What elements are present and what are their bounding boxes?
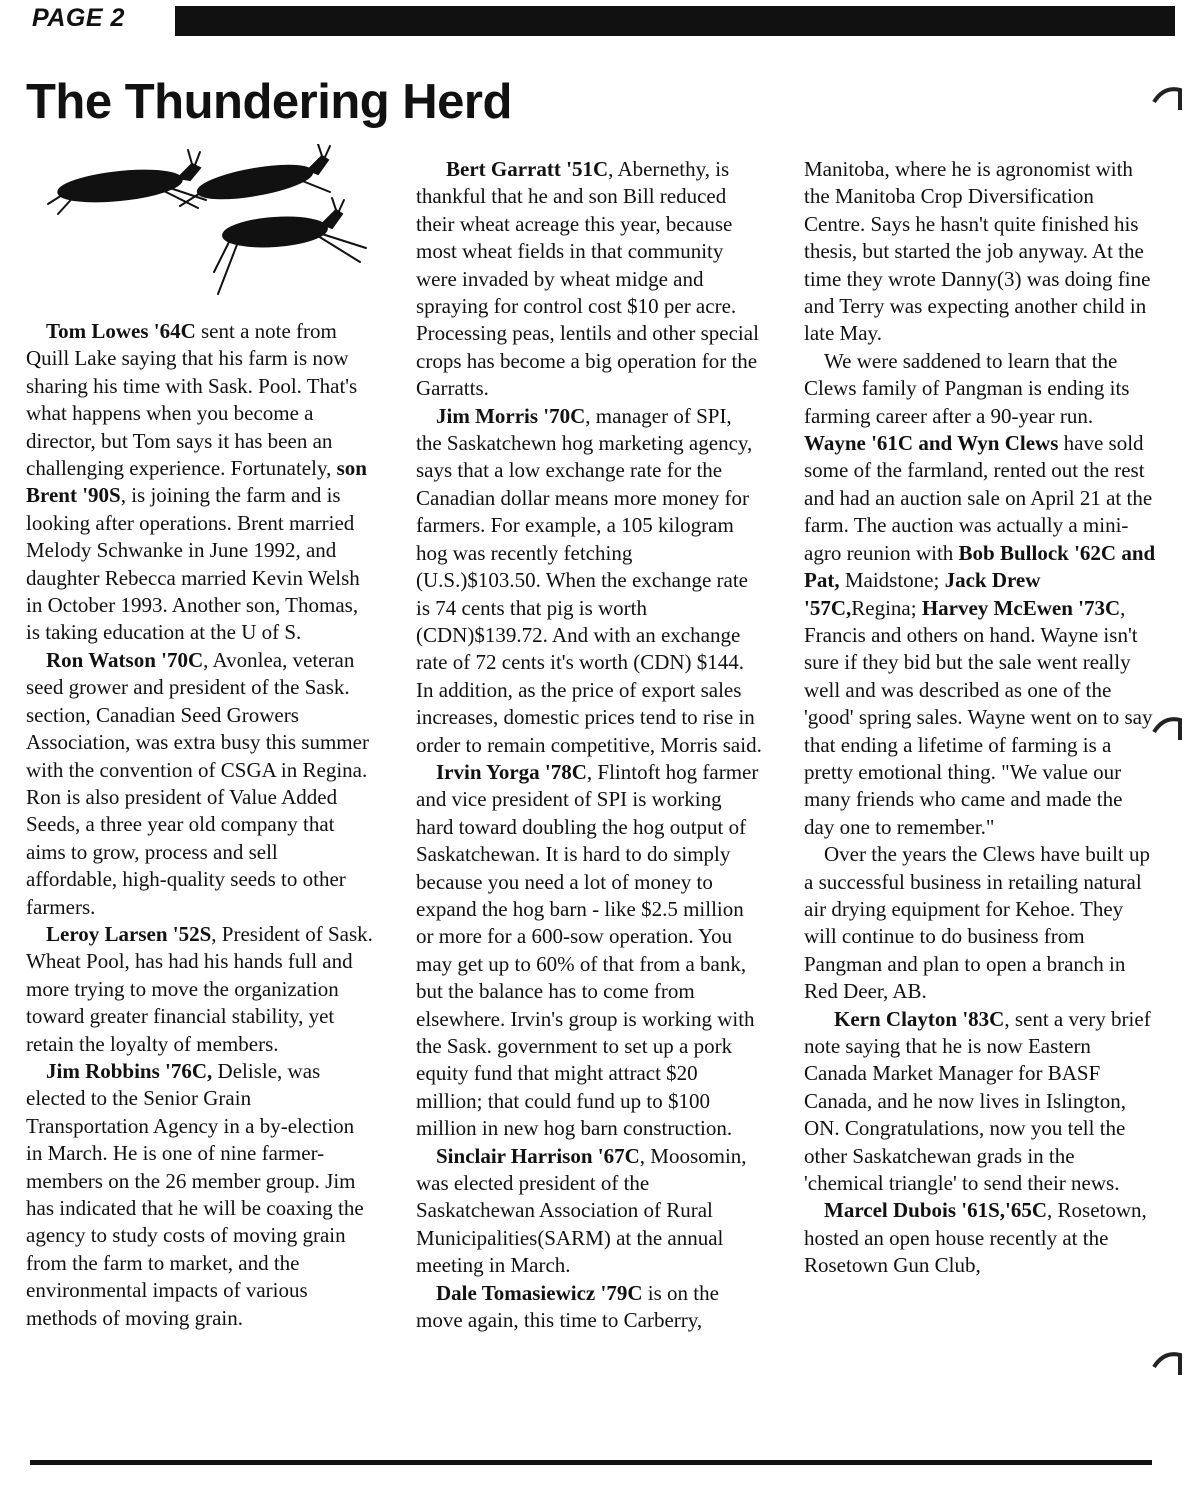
paragraph-jim-robbins: Jim Robbins '76C, Delisle, was elected to the Senior Grain Transportation Agency in a by-election in March. He is one of nine farmer-members on the 26 member group. Jim has indicated that he will be coaxing the agency to study costs of moving grain from the farm to market, and the environmental impacts of various methods of moving grain. [26, 1058, 364, 1330]
bottom-rule [30, 1460, 1152, 1465]
punch-hole-mark-top [1150, 80, 1190, 120]
paragraph-continued: Manitoba, where he is agronomist with the Manitoba Crop Diversification Centre. Says he hasn't quite finished his thesis, but started the job anyway. At the time they wrote Danny(3) was doing fine and Terry was expecting another child in late May. [804, 157, 1151, 346]
paragraph-ron-watson: Ron Watson '70C, Avonlea, veteran seed grower and president of the Sask. section, Canadian Seed Growers Association, was extra busy this summer with the convention of CSGA in Regina. Ron is also president of Value Added Seeds, a three year old company that aims to grow, process and sell affordable, high-quality seeds to other farmers. [26, 647, 369, 919]
paragraph-bert-garratt: Bert Garratt '51C, Abernethy, is thankful that he and son Bill reduced their wheat acreage this year, because most wheat fields in that community were invaded by wheat midge and spraying for control cost $10 per acre. Processing peas, lentils and other special crops has become a big operation for the Garratts. [416, 157, 759, 401]
paragraph-clews-family: We were saddened to learn that the Clews family of Pangman is ending its farming career after a 90-year run. Wayne '61C and Wyn Clews have sold some of the farmland, rented out the rest and had an auction sale on April 21 at the farm. The auction was actually a mini-agro reunion with Bob Bullock '62C and Pat, Maidstone; Jack Drew '57C,Regina; Harvey McEwen '73C, Francis and others on hand. Wayne isn't sure if they bid but the sale went really well and was described as one of the 'good' spring sales. Wayne went on to say that ending a lifetime of farming is a pretty emotional thing. "We value our many friends who came and made the day one to remember." [804, 348, 1156, 839]
article-title: The Thundering Herd [26, 75, 512, 129]
page-label: PAGE 2 [32, 4, 125, 32]
paragraph-tom-lowes: Tom Lowes '64C sent a note from Quill Lake saying that his farm is now sharing his time with Sask. Pool. That's what happens when you become a director, but Tom says it has been an challenging experience. Fortunately, son Brent '90S, is joining the farm and is looking after operations. Brent married Melody Schwanke in June 1992, and daughter Rebecca married Kevin Welsh in October 1993. Another son, Thomas, is taking education at the U of S. [26, 319, 367, 645]
column-1 [26, 318, 374, 1332]
paragraph-marcel-dubois: Marcel Dubois '61S,'65C, Rosetown, hosted an open house recently at the Rosetown Gun Club, [804, 1198, 1147, 1278]
paragraph-clews-business: Over the years the Clews have built up a successful business in retailing natural air drying equipment for Kehoe. They will continue to do business from Pangman and plan to open a branch in Red Deer, AB. [804, 842, 1150, 1004]
paragraph-irvin-yorga: Irvin Yorga '78C, Flintoft hog farmer and vice president of SPI is working hard toward doubling the hog output of Saskatchewan. It is hard to do simply because you need a lot of money to expand the hog barn - like $2.5 million or more for a 600-sow operation. You may get up to 60% of that from a bank, but the balance has to come from elsewhere. Irvin's group is working with the Sask. government to set up a pork equity fund that might attract $20 million; that could fund up to $100 million in new hog barn construction. [416, 759, 759, 1141]
column-2 [416, 156, 762, 1334]
punch-hole-mark-bottom [1150, 1345, 1190, 1385]
antelope-illustration [30, 144, 380, 304]
paragraph-jim-morris: Jim Morris '70C, manager of SPI, the Saskatchewn hog marketing agency, says that a low exchange rate for the Canadian dollar means more money for farmers. For example, a 105 kilogram hog was recently fetching (U.S.)$103.50. When the exchange rate is 74 cents that pig is worth (CDN)$139.72. And with an exchange rate of 72 cents it's worth (CDN) $144. In addition, as the price of export sales increases, domestic prices tend to rise in order to remain competitive, Morris said. [416, 403, 762, 757]
paragraph-sinclair-harrison: Sinclair Harrison '67C, Moosomin, was elected president of the Saskatchewan Association of Rural Municipalities(SARM) at the annual meeting in March. [416, 1143, 747, 1278]
paragraph-leroy-larsen: Leroy Larsen '52S, President of Sask. Wheat Pool, has had his hands full and more trying to move the organization toward greater financial stability, yet retain the loyalty of members. [26, 921, 373, 1056]
header-bar [175, 6, 1175, 36]
column-3 [804, 156, 1156, 1280]
punch-hole-mark-middle [1150, 710, 1190, 750]
paragraph-kern-clayton: Kern Clayton '83C, sent a very brief note saying that he is now Eastern Canada Market Manager for BASF Canada, and he now lives in Islington, ON. Congratulations, now you tell the other Saskatchewan grads in the 'chemical triangle' to send their news. [804, 1006, 1151, 1196]
paragraph-dale-tomasiewicz: Dale Tomasiewicz '79C is on the move again, this time to Carberry, [416, 1280, 719, 1333]
